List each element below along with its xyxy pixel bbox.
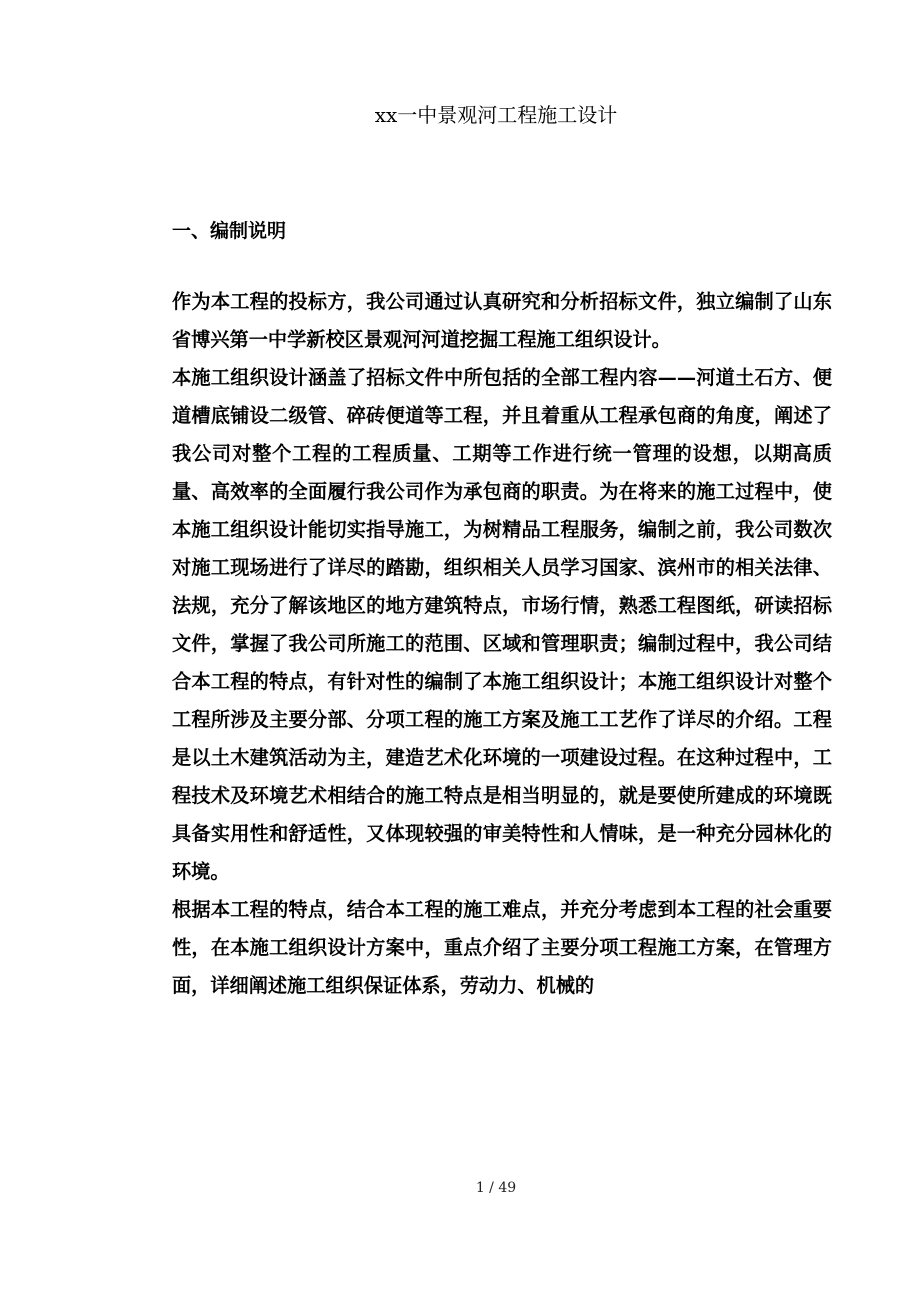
body-text — [172, 283, 832, 1005]
paragraph-2: 本施工组织设计涵盖了招标文件中所包括的全部工程内容——河道土石方、便道槽底铺设二级管、碎砖便道等工程，并且着重从工程承包商的角度，阐述了我公司对整个工程的工程质量、工期等工作进行统一管理的设想，以期高质量、高效率的全面履行我公司作为承包商的职责。为在将来的施工过程中，使本施工组织设计能切实指导施工，为树精品工程服务，编制之前，我公司数次对施工现场进行了详尽的踏勘，组织相关人员学习国家、滨州市的相关法律、法规，充分了解该地区的地方建筑特点，市场行情，熟悉工程图纸，研读招标文件，掌握了我公司所施工的范围、区域和管理职责；编制过程中，我公司结合本工程的特点，有针对性的编制了本施工组织设计；本施工组织设计对整个工程所涉及主要分部、分项工程的施工方案及施工工艺作了详尽的介绍。工程是以土木建筑活动为主，建造艺术化环境的一项建设过程。在这种过程中，工程技术及环境艺术相结合的施工特点是相当明显的，就是要使所建成的环境既具备实用性和舒适性，又体现较强的审美特性和人情味，是一种充分园林化的环境。 — [172, 366, 832, 883]
paragraph-1: 作为本工程的投标方，我公司通过认真研究和分析招标文件，独立编制了山东省博兴第一中学新校区景观河河道挖掘工程施工组织设计。 — [172, 290, 832, 351]
section-heading: 一、编制说明 — [172, 220, 287, 242]
page-number: 1 / 49 — [475, 1180, 517, 1196]
paragraph-3: 根据本工程的特点，结合本工程的施工难点，并充分考虑到本工程的社会重要性，在本施工组织设计方案中，重点介绍了主要分项工程施工方案，在管理方面，详细阐述施工组织保证体系，劳动力、机械的 — [172, 898, 832, 997]
document-title: xx一中景观河工程施工设计 — [374, 103, 618, 127]
